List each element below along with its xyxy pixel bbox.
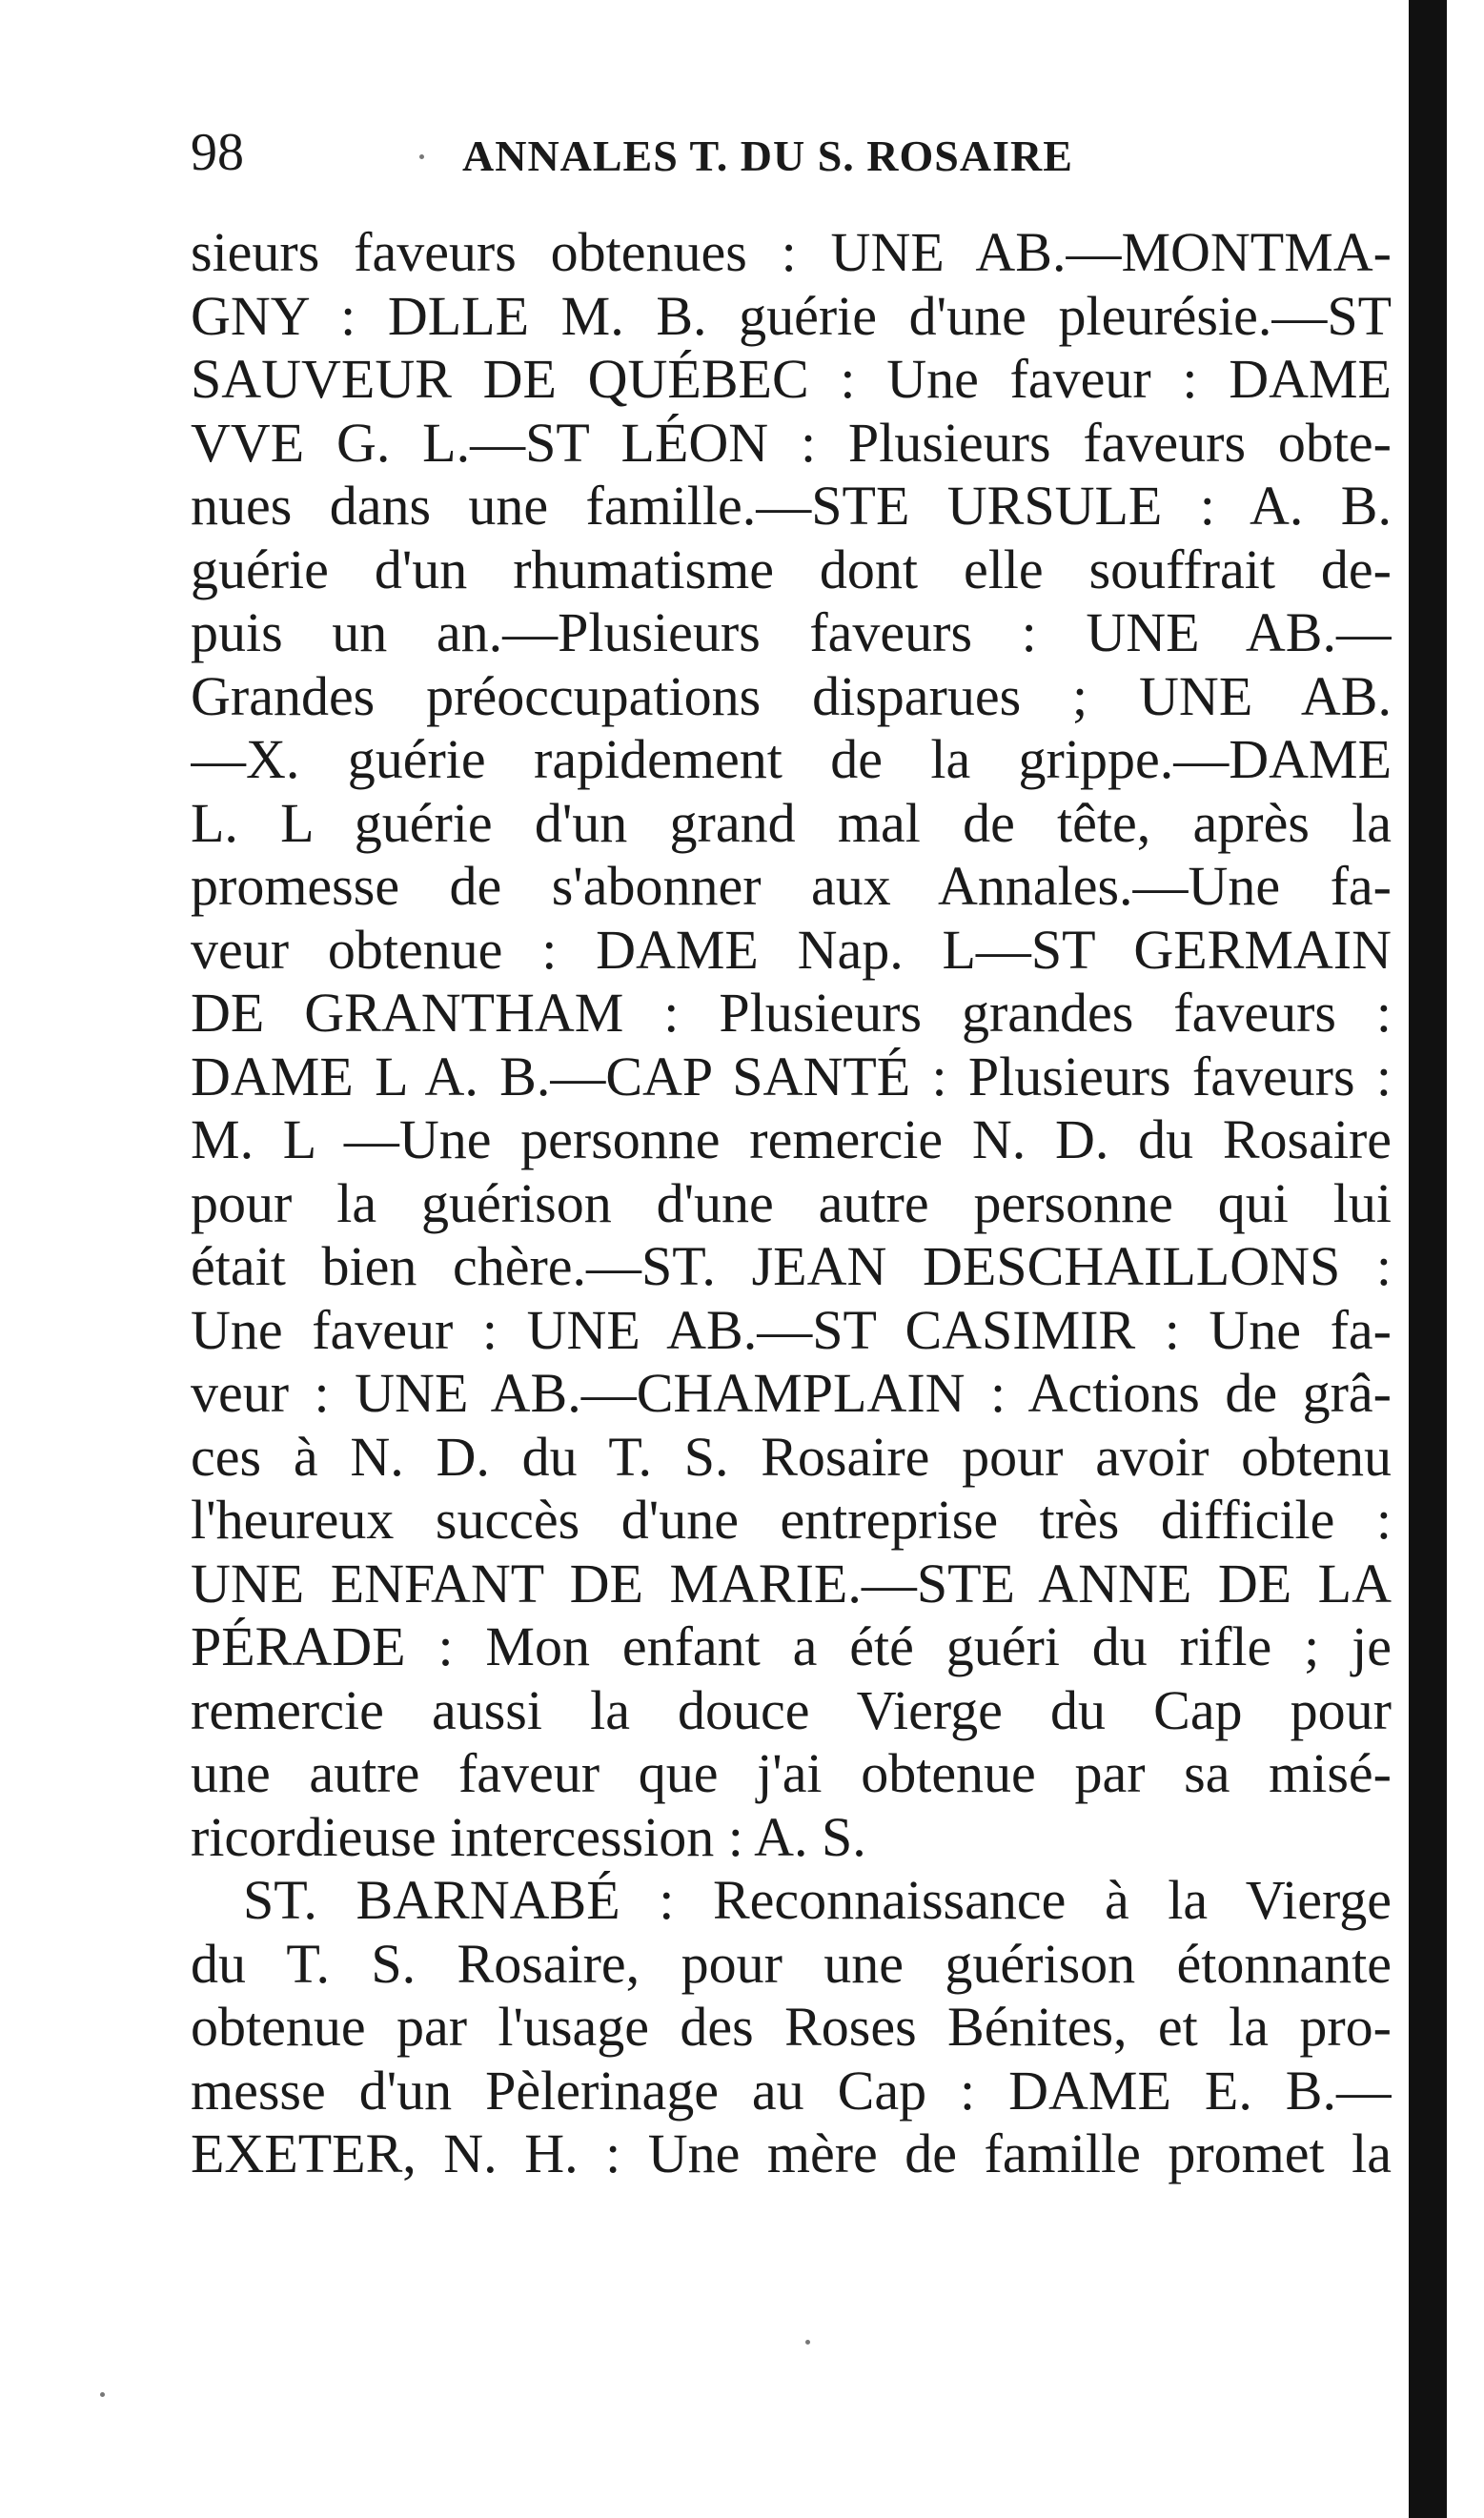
text-line: DAME L A. B.—CAP SANTÉ : Plusieurs faveurs : [191, 1045, 1392, 1107]
text-line: ricordieuse intercession : A. S. [191, 1805, 866, 1868]
facing-page-strip [1447, 0, 1484, 2518]
text-line-paragraph-start: ST. BARNABÉ : Reconnaissance à la Vierge [243, 1869, 1392, 1931]
text-line: l'heureux succès d'une entreprise très difficile : [191, 1489, 1392, 1551]
text-line: Une faveur : UNE AB.—ST CASIMIR : Une fa- [191, 1298, 1392, 1361]
text-line: L. L guérie d'un grand mal de tête, après la [191, 791, 1392, 854]
text-line: était bien chère.—ST. JEAN DESCHAILLONS : [191, 1235, 1392, 1297]
text-line: Grandes préoccupations disparues ; UNE AB. [191, 664, 1392, 727]
text-line: M. L —Une personne remercie N. D. du Rosaire [191, 1108, 1392, 1170]
binding-shadow [1409, 0, 1447, 2518]
running-head: ANNALES T. DU S. ROSAIRE [462, 132, 1073, 180]
text-line: veur : UNE AB.—CHAMPLAIN : Actions de grâ- [191, 1362, 1392, 1424]
text-line: sieurs faveurs obtenues : UNE AB.—MONTMA- [191, 221, 1392, 283]
text-line: puis un an.—Plusieurs faveurs : UNE AB.— [191, 601, 1392, 663]
paper-speck [419, 154, 424, 159]
text-line: messe d'un Pèlerinage au Cap : DAME E. B.— [191, 2059, 1392, 2122]
text-line: UNE ENFANT DE MARIE.—STE ANNE DE LA [191, 1552, 1392, 1614]
body-text [191, 221, 1392, 2186]
text-line: remercie aussi la douce Vierge du Cap pour [191, 1678, 1392, 1741]
text-line: veur obtenue : DAME Nap. L—ST GERMAIN [191, 918, 1392, 981]
page-number: 98 [191, 123, 244, 182]
paper-speck [805, 2340, 810, 2345]
text-line: EXETER, N. H. : Une mère de famille promet la [191, 2122, 1392, 2184]
text-line: GNY : DLLE M. B. guérie d'une pleurésie.—ST [191, 284, 1392, 347]
text-line: PÉRADE : Mon enfant a été guéri du rifle ; je [191, 1615, 1392, 1677]
text-line: DE GRANTHAM : Plusieurs grandes faveurs : [191, 982, 1392, 1044]
text-line: SAUVEUR DE QUÉBEC : Une faveur : DAME [191, 348, 1392, 410]
text-line: VVE G. L.—ST LÉON : Plusieurs faveurs obte- [191, 411, 1392, 474]
text-line: guérie d'un rhumatisme dont elle souffrait de- [191, 538, 1392, 600]
text-line: pour la guérison d'une autre personne qui lui [191, 1171, 1392, 1234]
text-line: —X. guérie rapidement de la grippe.—DAME [191, 728, 1392, 790]
text-line: promesse de s'abonner aux Annales.—Une fa- [191, 855, 1392, 917]
text-line: obtenue par l'usage des Roses Bénites, et la pro- [191, 1996, 1392, 2058]
page-header [191, 114, 1411, 191]
text-line: ces à N. D. du T. S. Rosaire pour avoir obtenu [191, 1425, 1392, 1488]
text-line: nues dans une famille.—STE URSULE : A. B. [191, 475, 1392, 537]
text-line: une autre faveur que j'ai obtenue par sa misé- [191, 1742, 1392, 1804]
paper-speck [100, 2392, 105, 2397]
text-line: du T. S. Rosaire, pour une guérison étonnante [191, 1932, 1392, 1995]
